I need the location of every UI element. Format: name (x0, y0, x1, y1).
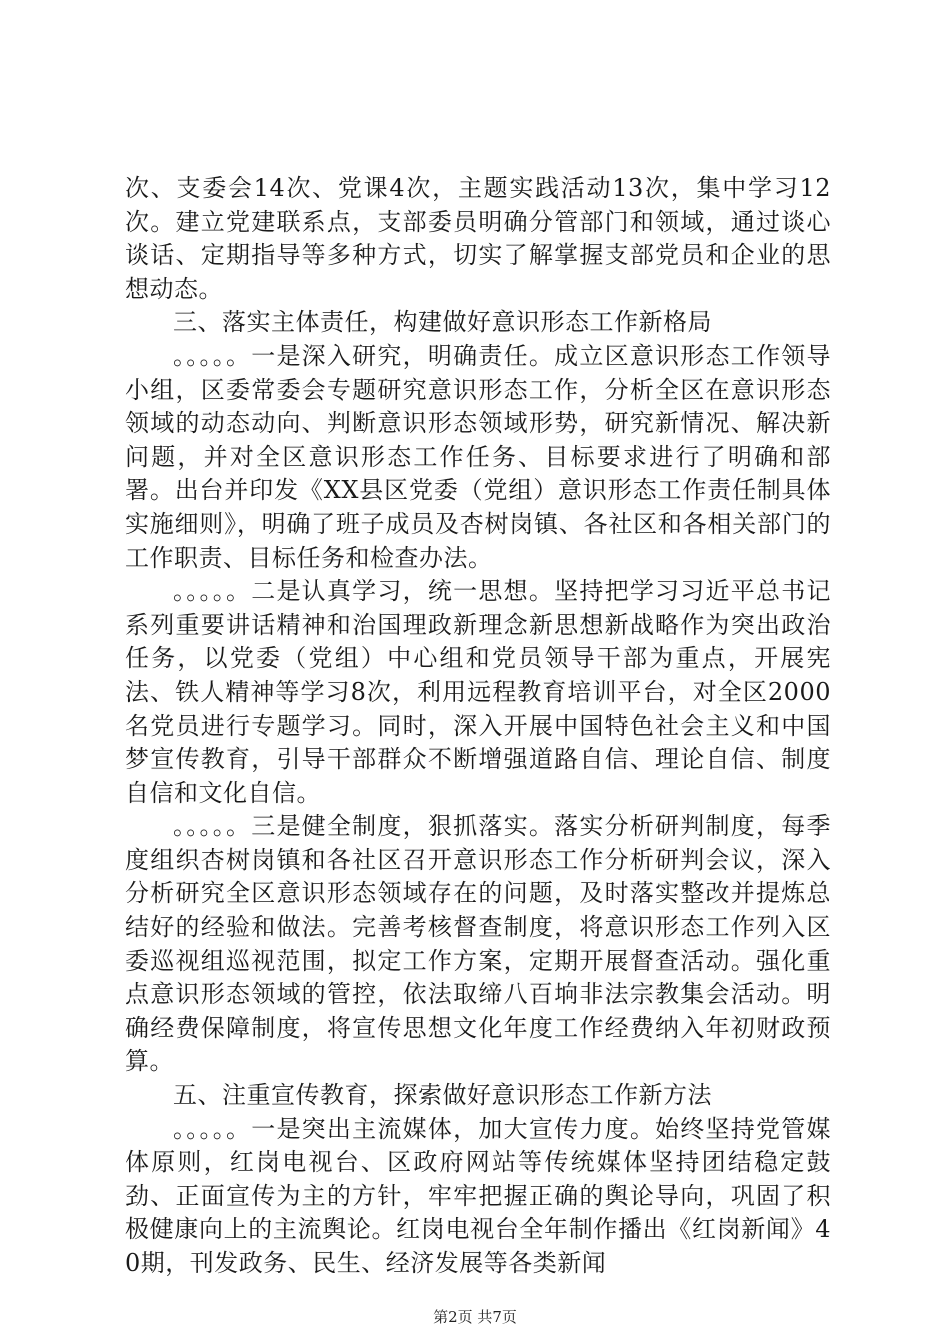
section-heading: 五、注重宣传教育，探索做好意识形态工作新方法 (173, 1081, 712, 1110)
document-body (125, 172, 831, 1281)
paragraph: 。。。。。一是突出主流媒体，加大宣传力度。始终坚持党管媒体原则，红岗电视台、区政府网站等传统媒体坚持团结稳定鼓劲、正面宣传为主的方针，牢牢把握正确的舆论导向，巩固了积极健康向上的主流舆论。红岗电视台全年制作播出《红岗新闻》40期，刊发政务、民生、经济发展等各类新闻 (125, 1114, 831, 1277)
paragraph: 次、支委会14次、党课4次，主题实践活动13次，集中学习12次。建立党建联系点，支部委员明确分管部门和领域，通过谈心谈话、定期指导等多种方式，切实了解掌握支部党员和企业的思想动态。 (125, 174, 831, 303)
paragraph: 。。。。。一是深入研究，明确责任。成立区意识形态工作领导小组，区委常委会专题研究意识形态工作，分析全区在意识形态领域的动态动向、判断意识形态领域形势，研究新情况、解决新问题，并对全区意识形态工作任务、目标要求进行了明确和部署。出台并印发《XX县区党委（党组）意识形态工作责任制具体实施细则》，明确了班子成员及杏树岗镇、各社区和各相关部门的工作职责、目标任务和检查办法。 (125, 341, 831, 572)
paragraph: 。。。。。三是健全制度，狠抓落实。落实分析研判制度，每季度组织杏树岗镇和各社区召开意识形态工作分析研判会议，深入分析研究全区意识形态领域存在的问题，及时落实整改并提炼总结好的经验和做法。完善考核督查制度，将意识形态工作列入区委巡视组巡视范围，拟定工作方案，定期开展督查活动。强化重点意识形态领域的管控，依法取缔八百垧非法宗教集会活动。明确经费保障制度，将宣传思想文化年度工作经费纳入年初财政预算。 (125, 812, 831, 1076)
section-heading: 三、落实主体责任，构建做好意识形态工作新格局 (173, 308, 712, 337)
paragraph: 。。。。。二是认真学习，统一思想。坚持把学习习近平总书记系列重要讲话精神和治国理政新理念新思想新战略作为突出政治任务，以党委（党组）中心组和党员领导干部为重点，开展宪法、铁人精神等学习8次，利用远程教育培训平台，对全区2000名党员进行专题学习。同时，深入开展中国特色社会主义和中国梦宣传教育，引导干部群众不断增强道路自信、理论自信、制度自信和文化自信。 (125, 577, 831, 807)
page-number: 第2页 共7页 (433, 1308, 517, 1326)
